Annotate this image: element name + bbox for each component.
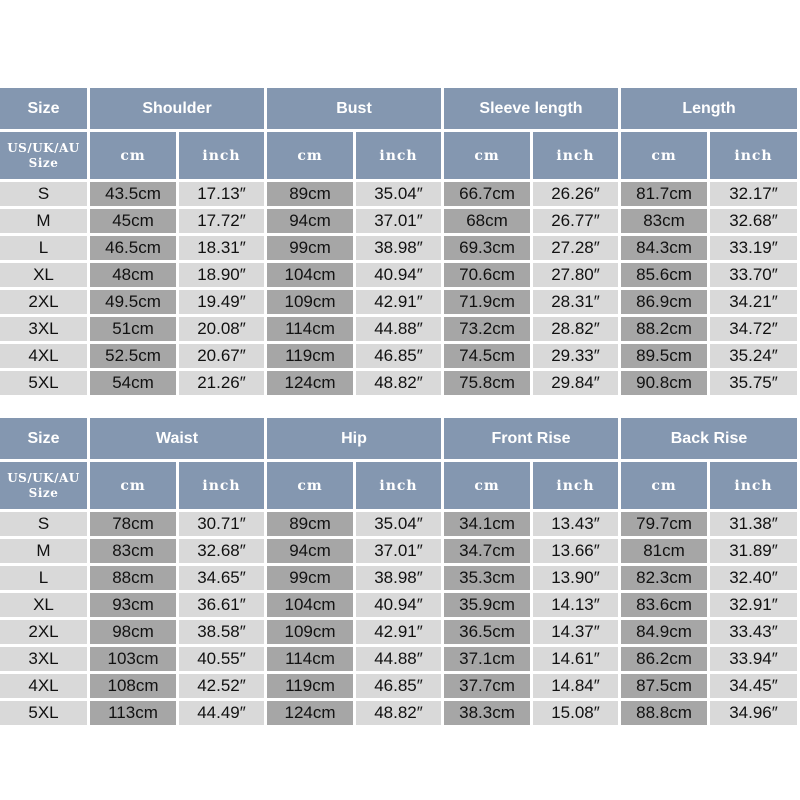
- cm-value-cell: 124cm: [267, 371, 356, 398]
- cm-value-cell: 88.2cm: [621, 317, 710, 344]
- inch-value-cell: 27.28″: [533, 236, 621, 263]
- unit-header: cm: [444, 132, 533, 182]
- group-header-sleeve-length: Sleeve length: [444, 88, 621, 132]
- cm-value-cell: 83cm: [621, 209, 710, 236]
- cm-value-cell: 103cm: [90, 647, 179, 674]
- unit-header: cm: [90, 132, 179, 182]
- inch-value-cell: 27.80″: [533, 263, 621, 290]
- inch-value-cell: 40.55″: [179, 647, 267, 674]
- unit-header: cm: [621, 132, 710, 182]
- inch-value-cell: 20.67″: [179, 344, 267, 371]
- cm-value-cell: 49.5cm: [90, 290, 179, 317]
- inch-value-cell: 33.43″: [710, 620, 800, 647]
- region-label: US/UK/AU: [7, 470, 80, 485]
- size-cell: 5XL: [0, 701, 90, 728]
- inch-value-cell: 14.37″: [533, 620, 621, 647]
- group-header-hip: Hip: [267, 418, 444, 462]
- cm-value-cell: 48cm: [90, 263, 179, 290]
- unit-header: cm: [267, 462, 356, 512]
- inch-value-cell: 15.08″: [533, 701, 621, 728]
- cm-value-cell: 109cm: [267, 290, 356, 317]
- inch-value-cell: 17.72″: [179, 209, 267, 236]
- unit-header: inch: [533, 462, 621, 512]
- inch-value-cell: 32.17″: [710, 182, 800, 209]
- cm-value-cell: 43.5cm: [90, 182, 179, 209]
- inch-value-cell: 34.72″: [710, 317, 800, 344]
- cm-value-cell: 66.7cm: [444, 182, 533, 209]
- cm-value-cell: 69.3cm: [444, 236, 533, 263]
- inch-value-cell: 38.98″: [356, 566, 444, 593]
- inch-value-cell: 34.96″: [710, 701, 800, 728]
- inch-value-cell: 36.61″: [179, 593, 267, 620]
- inch-value-cell: 17.13″: [179, 182, 267, 209]
- region-size-header: [0, 462, 90, 512]
- unit-header: inch: [179, 462, 267, 512]
- size-cell: 4XL: [0, 674, 90, 701]
- inch-value-cell: 44.88″: [356, 317, 444, 344]
- cm-value-cell: 73.2cm: [444, 317, 533, 344]
- cm-value-cell: 78cm: [90, 512, 179, 539]
- cm-value-cell: 37.7cm: [444, 674, 533, 701]
- cm-value-cell: 84.9cm: [621, 620, 710, 647]
- inch-value-cell: 35.24″: [710, 344, 800, 371]
- cm-value-cell: 83.6cm: [621, 593, 710, 620]
- inch-value-cell: 18.31″: [179, 236, 267, 263]
- region-label: US/UK/AU: [7, 140, 80, 155]
- unit-header: inch: [356, 132, 444, 182]
- cm-value-cell: 34.7cm: [444, 539, 533, 566]
- size-chart-table-bottom: [0, 418, 800, 728]
- inch-value-cell: 31.38″: [710, 512, 800, 539]
- size-cell: 2XL: [0, 290, 90, 317]
- inch-value-cell: 32.40″: [710, 566, 800, 593]
- inch-value-cell: 33.70″: [710, 263, 800, 290]
- size-cell: XL: [0, 263, 90, 290]
- inch-value-cell: 26.77″: [533, 209, 621, 236]
- cm-value-cell: 124cm: [267, 701, 356, 728]
- inch-value-cell: 20.08″: [179, 317, 267, 344]
- cm-value-cell: 74.5cm: [444, 344, 533, 371]
- inch-value-cell: 13.43″: [533, 512, 621, 539]
- size-column-header: Size: [0, 88, 90, 132]
- inch-value-cell: 28.31″: [533, 290, 621, 317]
- inch-value-cell: 13.66″: [533, 539, 621, 566]
- cm-value-cell: 82.3cm: [621, 566, 710, 593]
- unit-header: cm: [444, 462, 533, 512]
- inch-value-cell: 29.33″: [533, 344, 621, 371]
- inch-value-cell: 28.82″: [533, 317, 621, 344]
- cm-value-cell: 99cm: [267, 566, 356, 593]
- inch-value-cell: 32.68″: [710, 209, 800, 236]
- size-cell: 2XL: [0, 620, 90, 647]
- cm-value-cell: 88.8cm: [621, 701, 710, 728]
- cm-value-cell: 108cm: [90, 674, 179, 701]
- inch-value-cell: 14.61″: [533, 647, 621, 674]
- inch-value-cell: 26.26″: [533, 182, 621, 209]
- inch-value-cell: 18.90″: [179, 263, 267, 290]
- inch-value-cell: 46.85″: [356, 674, 444, 701]
- region-size-label: Size: [28, 485, 59, 500]
- cm-value-cell: 94cm: [267, 209, 356, 236]
- inch-value-cell: 48.82″: [356, 701, 444, 728]
- size-cell: 3XL: [0, 317, 90, 344]
- cm-value-cell: 90.8cm: [621, 371, 710, 398]
- cm-value-cell: 71.9cm: [444, 290, 533, 317]
- cm-value-cell: 83cm: [90, 539, 179, 566]
- inch-value-cell: 32.91″: [710, 593, 800, 620]
- cm-value-cell: 94cm: [267, 539, 356, 566]
- size-chart-table-top: [0, 88, 800, 398]
- cm-value-cell: 109cm: [267, 620, 356, 647]
- size-cell: 5XL: [0, 371, 90, 398]
- cm-value-cell: 46.5cm: [90, 236, 179, 263]
- inch-value-cell: 37.01″: [356, 209, 444, 236]
- inch-value-cell: 42.91″: [356, 620, 444, 647]
- group-header-length: Length: [621, 88, 800, 132]
- unit-header: inch: [356, 462, 444, 512]
- cm-value-cell: 114cm: [267, 317, 356, 344]
- region-size-label: Size: [28, 155, 59, 170]
- unit-header: cm: [267, 132, 356, 182]
- unit-header: inch: [710, 132, 800, 182]
- cm-value-cell: 34.1cm: [444, 512, 533, 539]
- inch-value-cell: 38.98″: [356, 236, 444, 263]
- inch-value-cell: 34.45″: [710, 674, 800, 701]
- cm-value-cell: 114cm: [267, 647, 356, 674]
- cm-value-cell: 81.7cm: [621, 182, 710, 209]
- cm-value-cell: 36.5cm: [444, 620, 533, 647]
- cm-value-cell: 104cm: [267, 593, 356, 620]
- cm-value-cell: 38.3cm: [444, 701, 533, 728]
- size-cell: XL: [0, 593, 90, 620]
- inch-value-cell: 34.65″: [179, 566, 267, 593]
- size-cell: M: [0, 539, 90, 566]
- cm-value-cell: 70.6cm: [444, 263, 533, 290]
- inch-value-cell: 42.52″: [179, 674, 267, 701]
- cm-value-cell: 104cm: [267, 263, 356, 290]
- inch-value-cell: 31.89″: [710, 539, 800, 566]
- cm-value-cell: 81cm: [621, 539, 710, 566]
- cm-value-cell: 89cm: [267, 182, 356, 209]
- unit-header: inch: [179, 132, 267, 182]
- inch-value-cell: 14.13″: [533, 593, 621, 620]
- unit-header: inch: [533, 132, 621, 182]
- cm-value-cell: 35.3cm: [444, 566, 533, 593]
- size-cell: L: [0, 566, 90, 593]
- inch-value-cell: 40.94″: [356, 593, 444, 620]
- cm-value-cell: 37.1cm: [444, 647, 533, 674]
- inch-value-cell: 38.58″: [179, 620, 267, 647]
- cm-value-cell: 89.5cm: [621, 344, 710, 371]
- inch-value-cell: 35.04″: [356, 512, 444, 539]
- cm-value-cell: 85.6cm: [621, 263, 710, 290]
- inch-value-cell: 32.68″: [179, 539, 267, 566]
- unit-header: cm: [621, 462, 710, 512]
- inch-value-cell: 29.84″: [533, 371, 621, 398]
- cm-value-cell: 52.5cm: [90, 344, 179, 371]
- cm-value-cell: 98cm: [90, 620, 179, 647]
- size-column-header: Size: [0, 418, 90, 462]
- inch-value-cell: 48.82″: [356, 371, 444, 398]
- cm-value-cell: 89cm: [267, 512, 356, 539]
- inch-value-cell: 34.21″: [710, 290, 800, 317]
- group-header-waist: Waist: [90, 418, 267, 462]
- group-header-front-rise: Front Rise: [444, 418, 621, 462]
- region-size-header: [0, 132, 90, 182]
- cm-value-cell: 45cm: [90, 209, 179, 236]
- inch-value-cell: 14.84″: [533, 674, 621, 701]
- cm-value-cell: 99cm: [267, 236, 356, 263]
- unit-header: cm: [90, 462, 179, 512]
- cm-value-cell: 119cm: [267, 674, 356, 701]
- cm-value-cell: 68cm: [444, 209, 533, 236]
- inch-value-cell: 30.71″: [179, 512, 267, 539]
- cm-value-cell: 86.2cm: [621, 647, 710, 674]
- cm-value-cell: 93cm: [90, 593, 179, 620]
- size-cell: M: [0, 209, 90, 236]
- size-cell: 4XL: [0, 344, 90, 371]
- cm-value-cell: 79.7cm: [621, 512, 710, 539]
- inch-value-cell: 44.88″: [356, 647, 444, 674]
- inch-value-cell: 35.75″: [710, 371, 800, 398]
- cm-value-cell: 119cm: [267, 344, 356, 371]
- group-header-bust: Bust: [267, 88, 444, 132]
- cm-value-cell: 54cm: [90, 371, 179, 398]
- cm-value-cell: 113cm: [90, 701, 179, 728]
- cm-value-cell: 88cm: [90, 566, 179, 593]
- cm-value-cell: 84.3cm: [621, 236, 710, 263]
- cm-value-cell: 86.9cm: [621, 290, 710, 317]
- cm-value-cell: 87.5cm: [621, 674, 710, 701]
- inch-value-cell: 37.01″: [356, 539, 444, 566]
- inch-value-cell: 21.26″: [179, 371, 267, 398]
- inch-value-cell: 46.85″: [356, 344, 444, 371]
- group-header-shoulder: Shoulder: [90, 88, 267, 132]
- cm-value-cell: 35.9cm: [444, 593, 533, 620]
- group-header-back-rise: Back Rise: [621, 418, 800, 462]
- inch-value-cell: 33.19″: [710, 236, 800, 263]
- cm-value-cell: 51cm: [90, 317, 179, 344]
- unit-header: inch: [710, 462, 800, 512]
- size-cell: L: [0, 236, 90, 263]
- cm-value-cell: 75.8cm: [444, 371, 533, 398]
- inch-value-cell: 44.49″: [179, 701, 267, 728]
- inch-value-cell: 42.91″: [356, 290, 444, 317]
- size-cell: S: [0, 512, 90, 539]
- inch-value-cell: 35.04″: [356, 182, 444, 209]
- size-cell: S: [0, 182, 90, 209]
- inch-value-cell: 19.49″: [179, 290, 267, 317]
- inch-value-cell: 33.94″: [710, 647, 800, 674]
- inch-value-cell: 13.90″: [533, 566, 621, 593]
- inch-value-cell: 40.94″: [356, 263, 444, 290]
- size-cell: 3XL: [0, 647, 90, 674]
